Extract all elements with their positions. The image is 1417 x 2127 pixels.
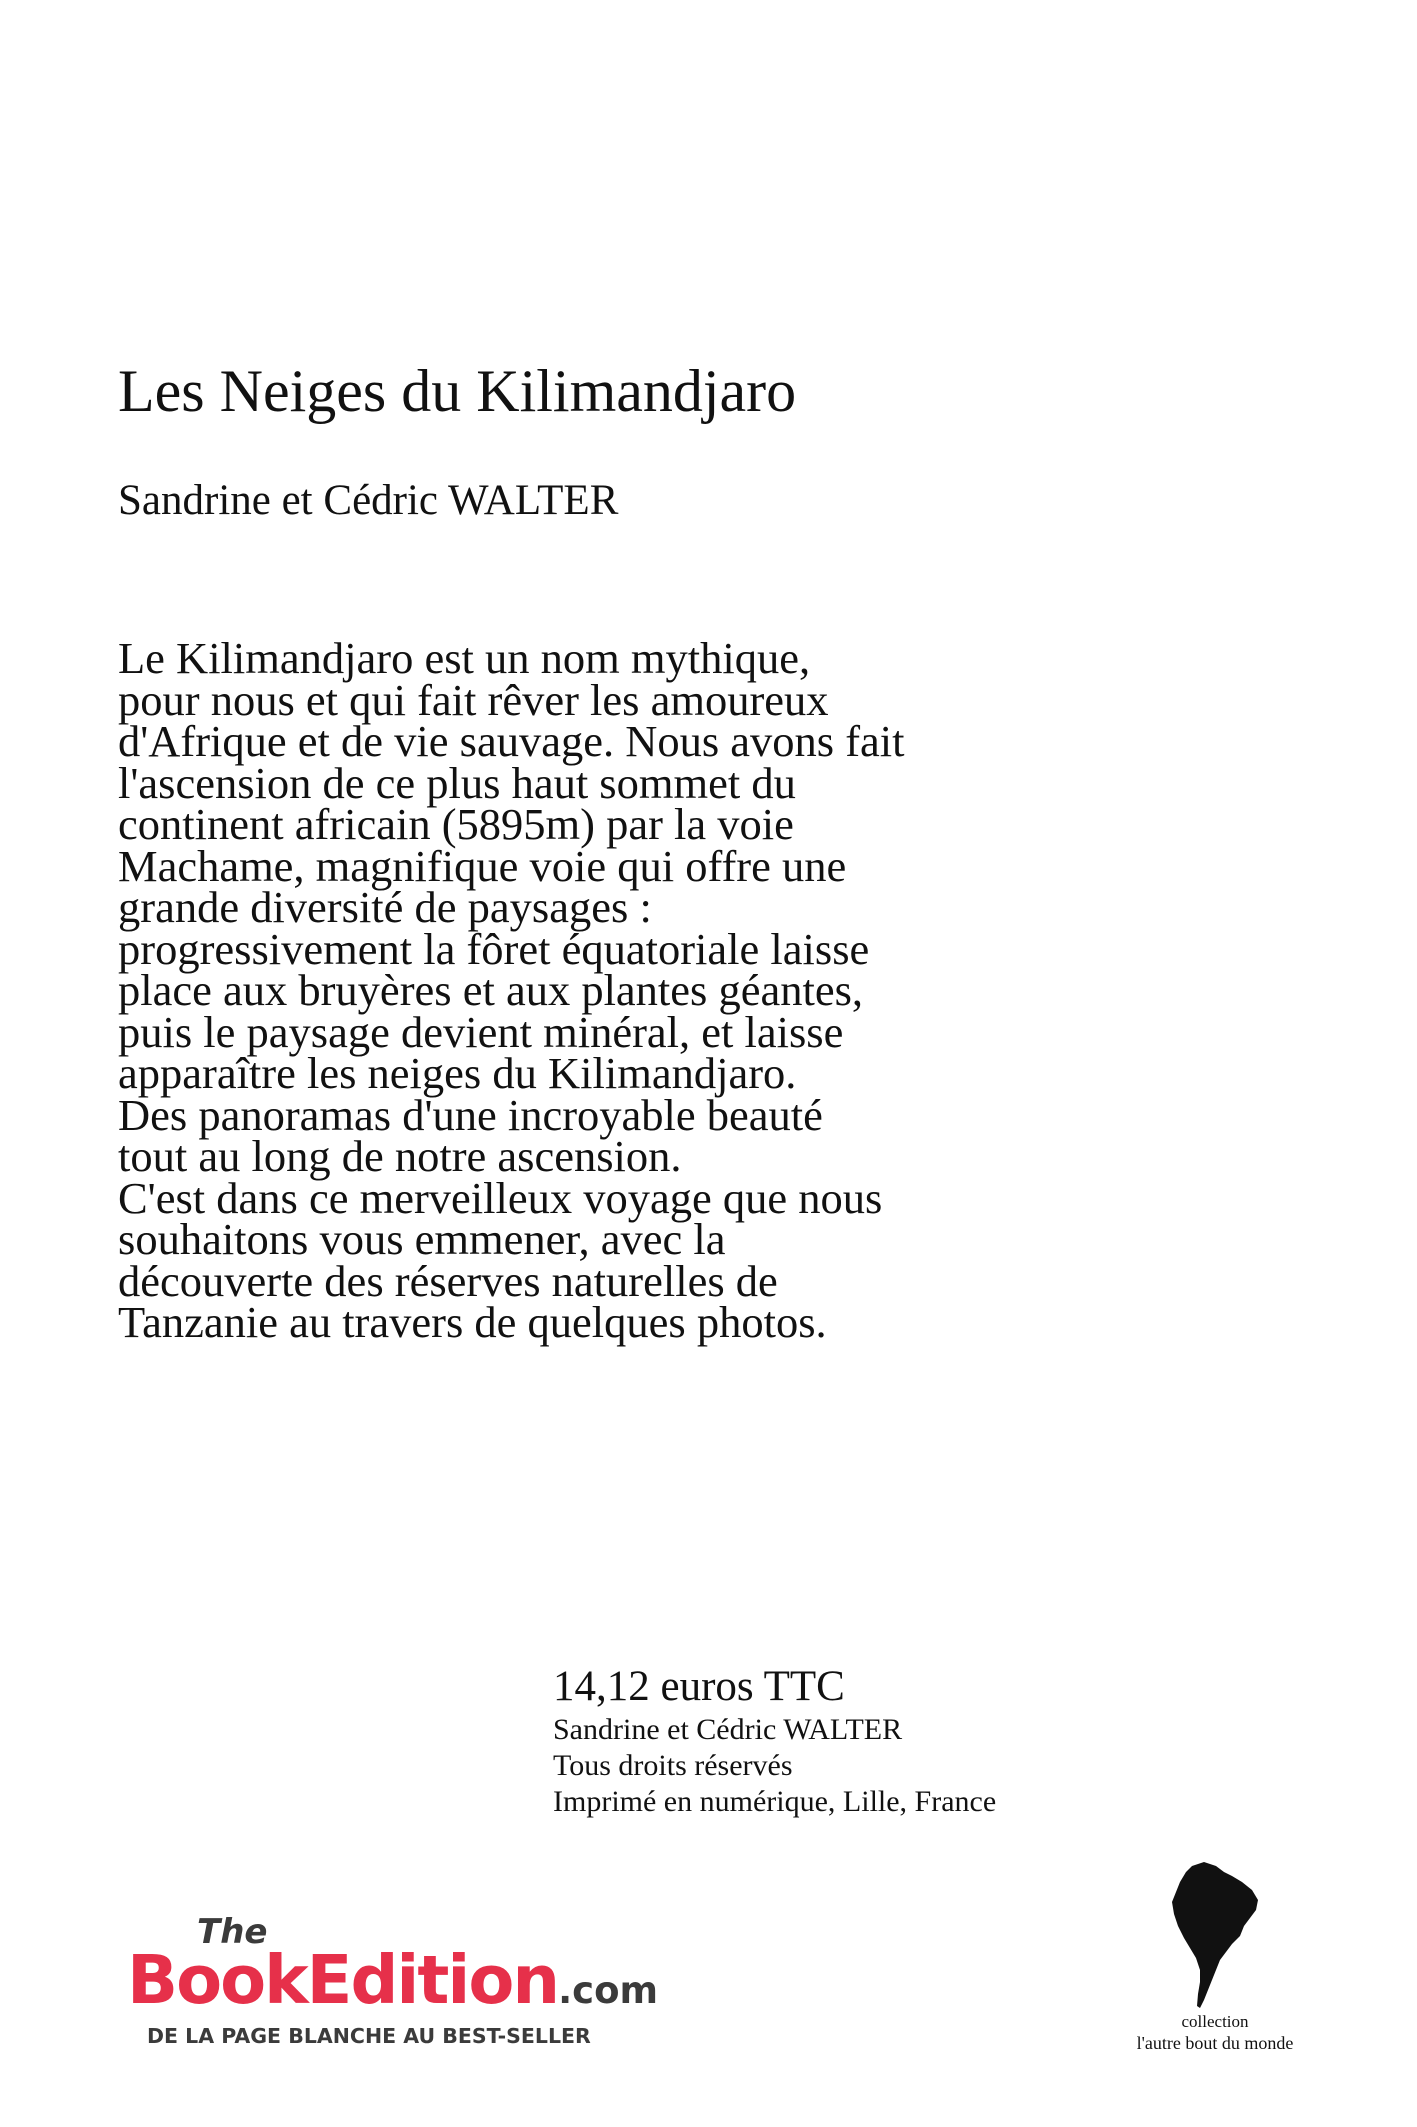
blurb-line: pour nous et qui fait rêver les amoureux — [118, 674, 829, 725]
blurb-line: puis le paysage devient minéral, et laisse — [118, 1006, 844, 1057]
blurb-line: progressivement la fôret équatoriale laisse — [118, 923, 870, 974]
logo-the: The — [197, 1912, 268, 1952]
blurb-line: continent africain (5895m) par la voie — [118, 799, 794, 849]
logo-wordmark — [127, 1940, 658, 2031]
blurb-line: d'Afrique et de vie sauvage. Nous avons fait — [118, 716, 905, 766]
price-info-block — [553, 1662, 996, 1820]
price: 14,12 euros TTC — [553, 1663, 845, 1710]
book-authors: Sandrine et Cédric WALTER — [118, 477, 619, 524]
logo-name: BookEdition — [127, 1941, 559, 2019]
blurb-line: tout au long de notre ascension. — [118, 1131, 682, 1181]
blurb-line: place aux bruyères et aux plantes géantes, — [118, 965, 864, 1015]
blurb-line: Des panoramas d'une incroyable beauté — [118, 1089, 823, 1140]
blurb-line: grande diversité de paysages : — [118, 882, 652, 932]
blurb-line: Machame, magnifique voie qui offre une — [118, 840, 847, 891]
blurb-line: souhaitons vous emmener, avec la — [118, 1214, 726, 1264]
blurb-line: apparaître les neiges du Kilimandjaro. — [118, 1048, 797, 1098]
logo-domain: .com — [558, 1969, 659, 2012]
blurb-line: Le Kilimandjaro est un nom mythique, — [118, 633, 811, 683]
info-rights: Tous droits réservés — [553, 1749, 793, 1782]
blurb-line: Tanzanie au travers de quelques photos. — [118, 1297, 827, 1347]
blurb-line: découverte des réserves naturelles de — [118, 1255, 778, 1306]
collection-name: l'autre bout du monde — [1136, 2033, 1294, 2053]
info-printed: Imprimé en numérique, Lille, France — [553, 1785, 997, 1818]
publisher-logo — [127, 1912, 717, 2052]
collection-label: collection — [1181, 2012, 1249, 2031]
logo-tagline: DE LA PAGE BLANCHE AU BEST-SELLER — [147, 2024, 591, 2048]
book-title: Les Neiges du Kilimandjaro — [118, 358, 797, 424]
south-america-map-icon — [1170, 1860, 1260, 2010]
back-cover-blurb — [118, 633, 1118, 1347]
collection-emblem — [1115, 1860, 1315, 2060]
info-authors: Sandrine et Cédric WALTER — [553, 1713, 903, 1746]
blurb-line: l'ascension de ce plus haut sommet du — [118, 757, 796, 808]
blurb-line: C'est dans ce merveilleux voyage que nous — [118, 1172, 883, 1223]
